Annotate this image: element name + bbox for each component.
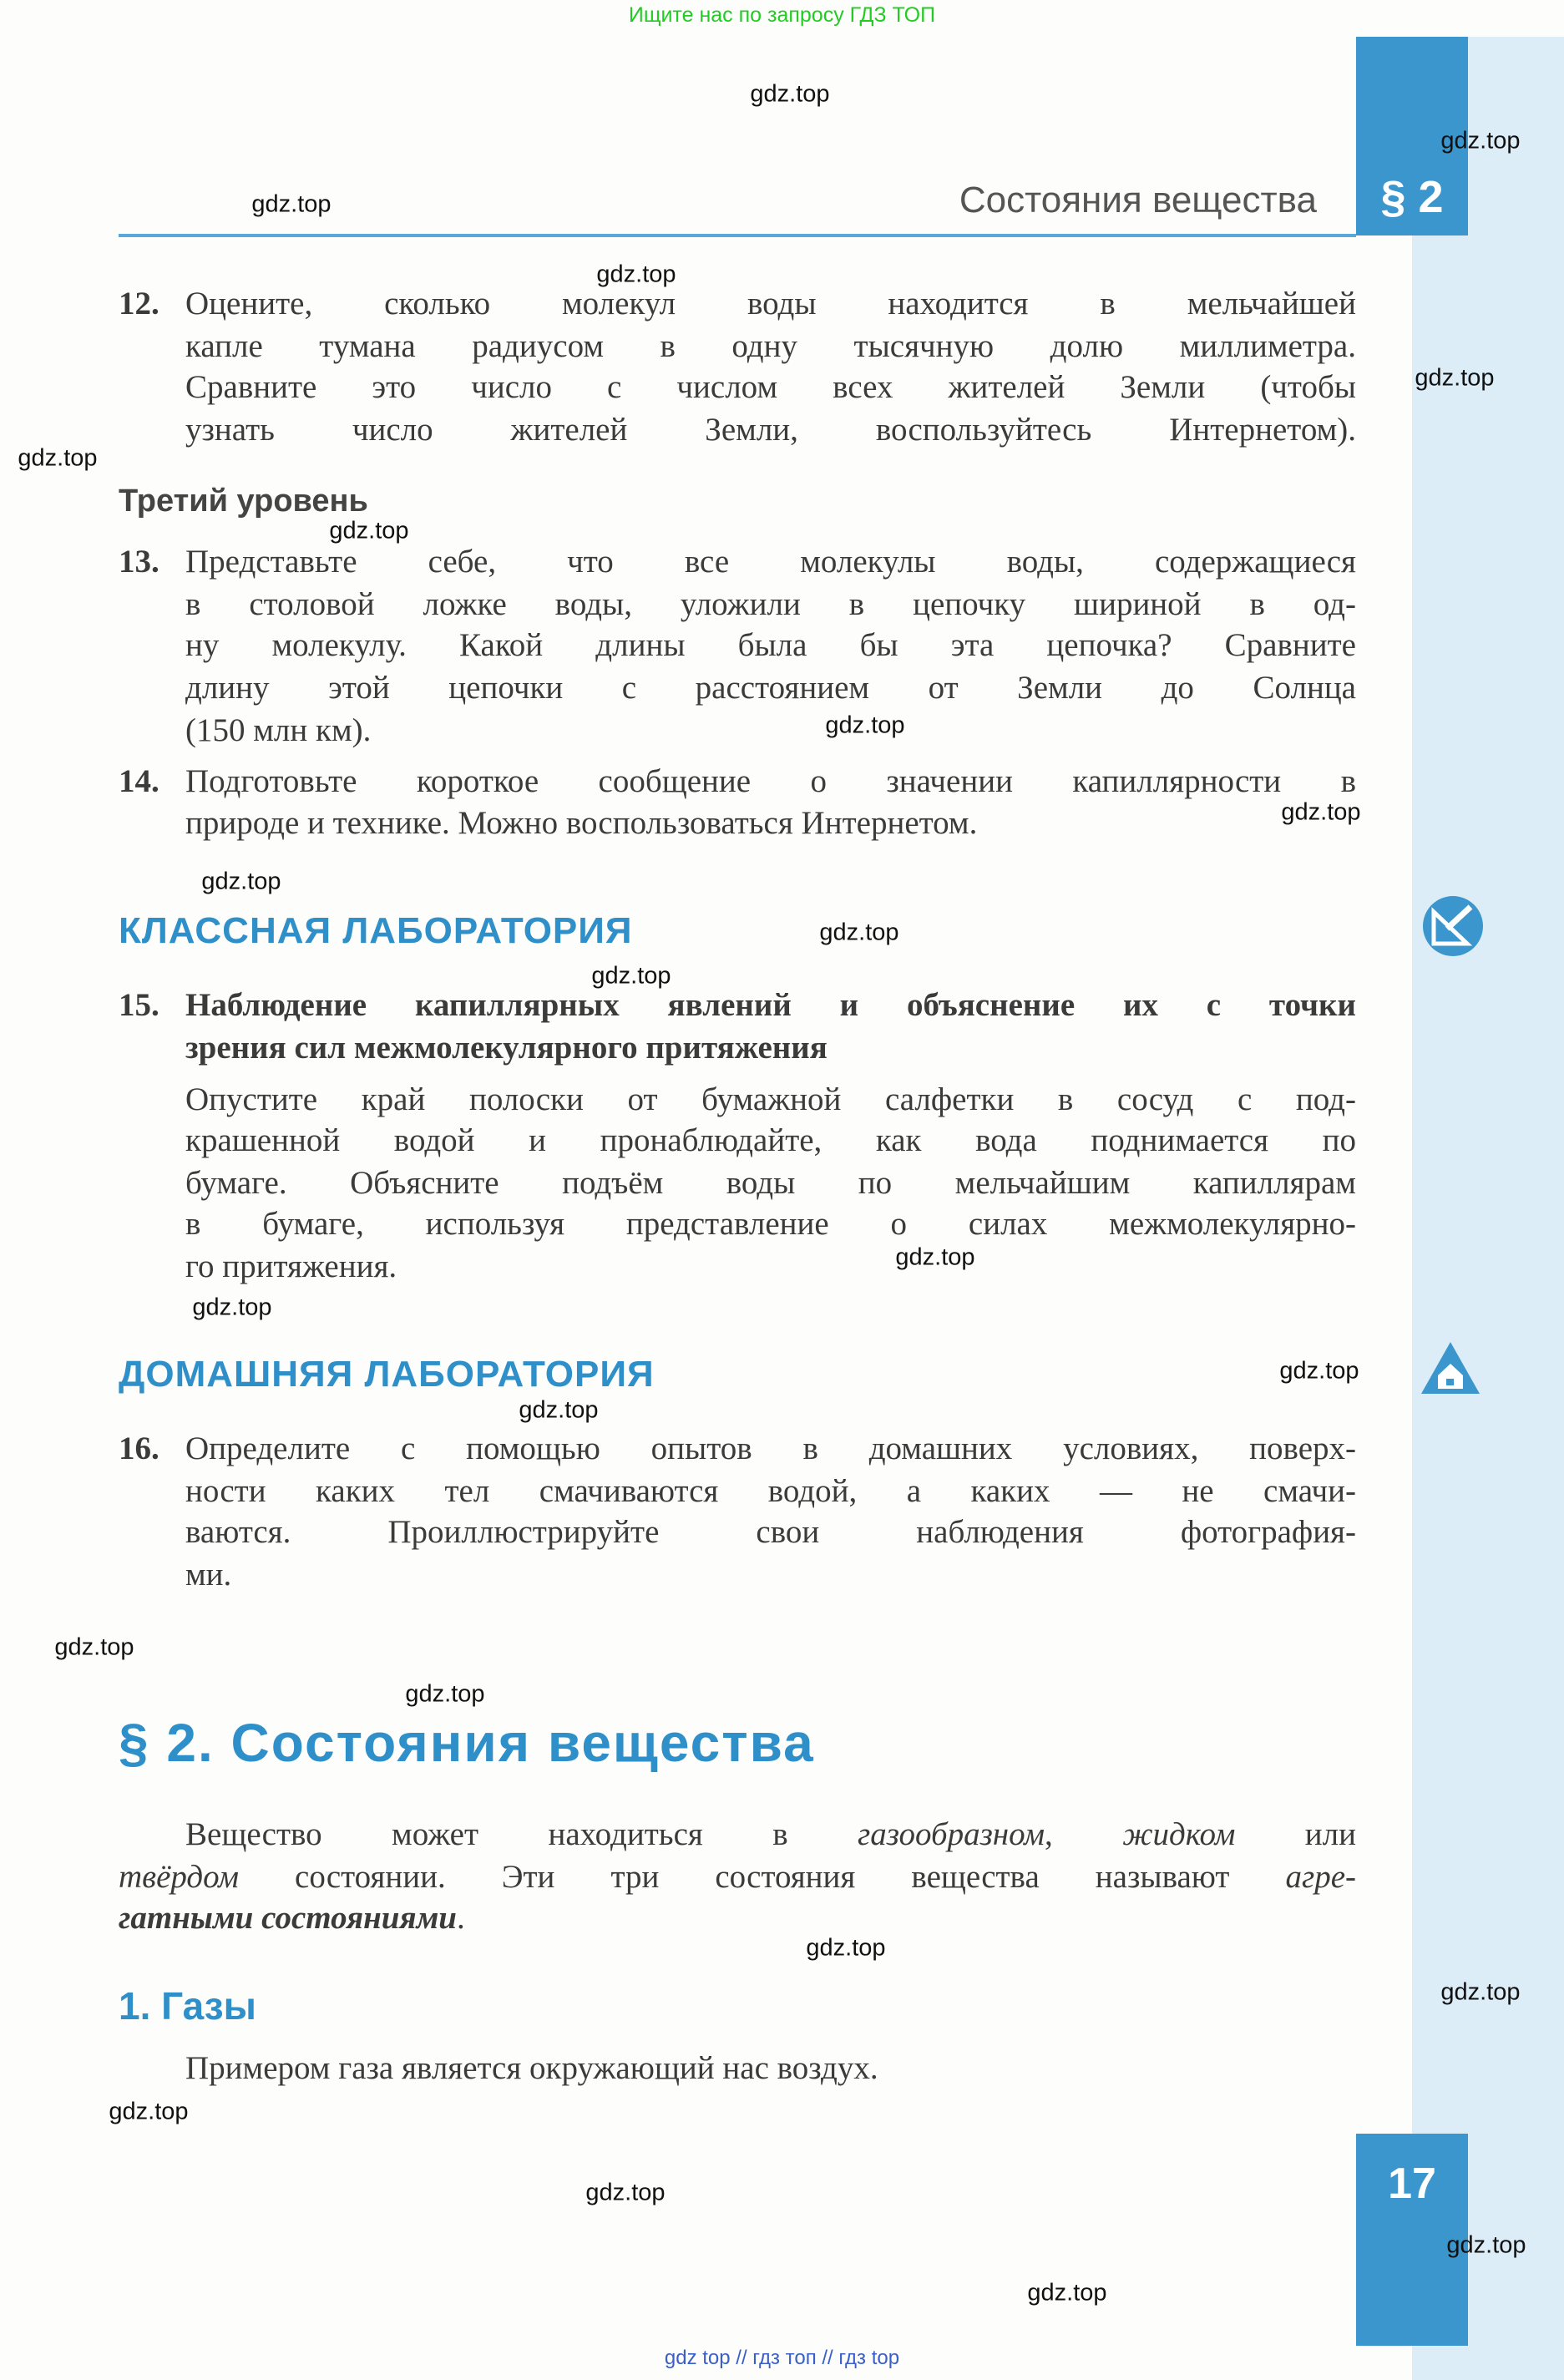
italic-term: газообразном <box>858 1816 1045 1852</box>
task-number: 13. <box>119 544 159 580</box>
text-line: ми. <box>185 1557 232 1593</box>
text: . <box>457 1900 465 1936</box>
text-line: Представьте себе, что все молекулы воды, содержащиеся <box>185 544 1356 580</box>
watermark: gdz.top <box>1281 798 1361 826</box>
task-number: 12. <box>119 286 159 322</box>
watermark: gdz.top <box>585 2179 666 2206</box>
text-line <box>185 1814 1356 1856</box>
watermark: gdz.top <box>405 1680 485 1708</box>
italic-term: гатными состояниями <box>119 1900 457 1936</box>
watermark: gdz.top <box>54 1633 134 1661</box>
text-line: Определите с помощью опытов в домашних условиях, поверх- <box>185 1431 1356 1466</box>
text: или <box>1235 1816 1356 1852</box>
watermark: gdz.top <box>109 2098 189 2125</box>
text-line: Оцените, сколько молекул воды находится в мельчайшей <box>185 286 1356 322</box>
watermark: gdz.top <box>1446 2231 1526 2259</box>
watermark: gdz.top <box>1027 2279 1107 2307</box>
task-number: 14. <box>119 763 159 799</box>
home-lab-heading: ДОМАШНЯЯ ЛАБОРАТОРИЯ <box>119 1354 655 1395</box>
watermark: gdz.top <box>1440 1978 1521 2006</box>
watermark: gdz.top <box>1415 364 1495 392</box>
class-lab-heading: КЛАССНАЯ ЛАБОРАТОРИЯ <box>119 910 633 951</box>
text-line: длину этой цепочки с расстоянием от Земли до Солнца <box>185 670 1356 706</box>
margin-strip <box>1412 235 1564 2380</box>
text: Вещество может находиться в <box>185 1816 858 1852</box>
watermark: gdz.top <box>596 261 676 288</box>
text: состоянии. Эти три состояния вещества называют <box>239 1859 1286 1895</box>
page-number: 17 <box>1388 2160 1436 2208</box>
watermark: gdz.top <box>519 1396 599 1424</box>
watermark: gdz.top <box>895 1243 975 1271</box>
text-line: бумаге. Объясните подъём воды по мельчайшим капиллярам <box>185 1165 1356 1201</box>
level-heading: Третий уровень <box>119 484 368 519</box>
lab-triangle-pencil-icon <box>1422 895 1484 957</box>
watermark: gdz.top <box>750 80 830 108</box>
task-title-line: Наблюдение капиллярных явлений и объяснение их с точки <box>185 987 1356 1023</box>
running-header: Состояния вещества <box>959 180 1317 220</box>
text-line: ну молекулу. Какой длины была бы эта цепочка? Сравните <box>185 627 1356 663</box>
subsection-title: 1. Газы <box>119 1984 256 2028</box>
text-line: Примером газа является окружающий нас воздух. <box>185 2050 878 2086</box>
text-line: капле тумана радиусом в одну тысячную долю миллиметра. <box>185 328 1356 364</box>
watermark: gdz.top <box>825 711 905 739</box>
text-line <box>119 1856 1356 1898</box>
watermark: gdz.top <box>1279 1357 1359 1385</box>
text-line: Опустите край полоски от бумажной салфетки в сосуд с под- <box>185 1081 1356 1117</box>
italic-term: жидком <box>1122 1816 1236 1852</box>
watermark: gdz.top <box>251 190 332 218</box>
watermark: gdz.top <box>806 1934 886 1962</box>
text-line <box>119 1897 1356 1939</box>
task-number: 16. <box>119 1431 159 1466</box>
home-triangle-icon <box>1420 1340 1481 1395</box>
task-number: 15. <box>119 987 159 1023</box>
text: , <box>1045 1816 1123 1852</box>
header-rule <box>119 234 1356 237</box>
italic-term: агре- <box>1285 1859 1356 1895</box>
task-title-line: зрения сил межмолекулярного притяжения <box>185 1030 828 1066</box>
text-line: в бумаге, используя представление о силах межмолекулярно- <box>185 1206 1356 1242</box>
text-line: узнать число жителей Земли, воспользуйтесь Интернетом). <box>185 412 1356 448</box>
top-note[interactable]: Ищите нас по запросу ГДЗ ТОП <box>628 3 936 27</box>
text-line: Сравните это число с числом всех жителей Земли (чтобы <box>185 369 1356 405</box>
watermark: gdz.top <box>329 517 409 544</box>
watermark: gdz.top <box>591 962 671 990</box>
text-line: ности каких тел смачиваются водой, а каких — не смачи- <box>185 1473 1356 1509</box>
footer-links[interactable]: gdz top // гдз топ // гдз top <box>664 2347 900 2369</box>
watermark: gdz.top <box>192 1294 272 1321</box>
text-line: ваются. Проиллюстрируйте свои наблюдения фотография- <box>185 1514 1356 1550</box>
text-line: природе и технике. Можно воспользоваться Интернетом. <box>185 805 978 841</box>
text-line: Подготовьте короткое сообщение о значении капиллярности в <box>185 763 1356 799</box>
watermark: gdz.top <box>18 444 98 472</box>
watermark: gdz.top <box>201 868 281 895</box>
section-tab-label: § 2 <box>1380 172 1444 222</box>
text-line: крашенной водой и пронаблюдайте, как вода поднимается по <box>185 1122 1356 1158</box>
text-line: (150 млн км). <box>185 712 372 748</box>
text-line: в столовой ложке воды, уложили в цепочку шириной в од- <box>185 586 1356 622</box>
watermark: gdz.top <box>1440 127 1521 154</box>
section-title: § 2. Состояния вещества <box>119 1713 815 1773</box>
text-line: го притяжения. <box>185 1248 397 1284</box>
italic-term: твёрдом <box>119 1859 240 1895</box>
watermark: gdz.top <box>819 919 899 946</box>
